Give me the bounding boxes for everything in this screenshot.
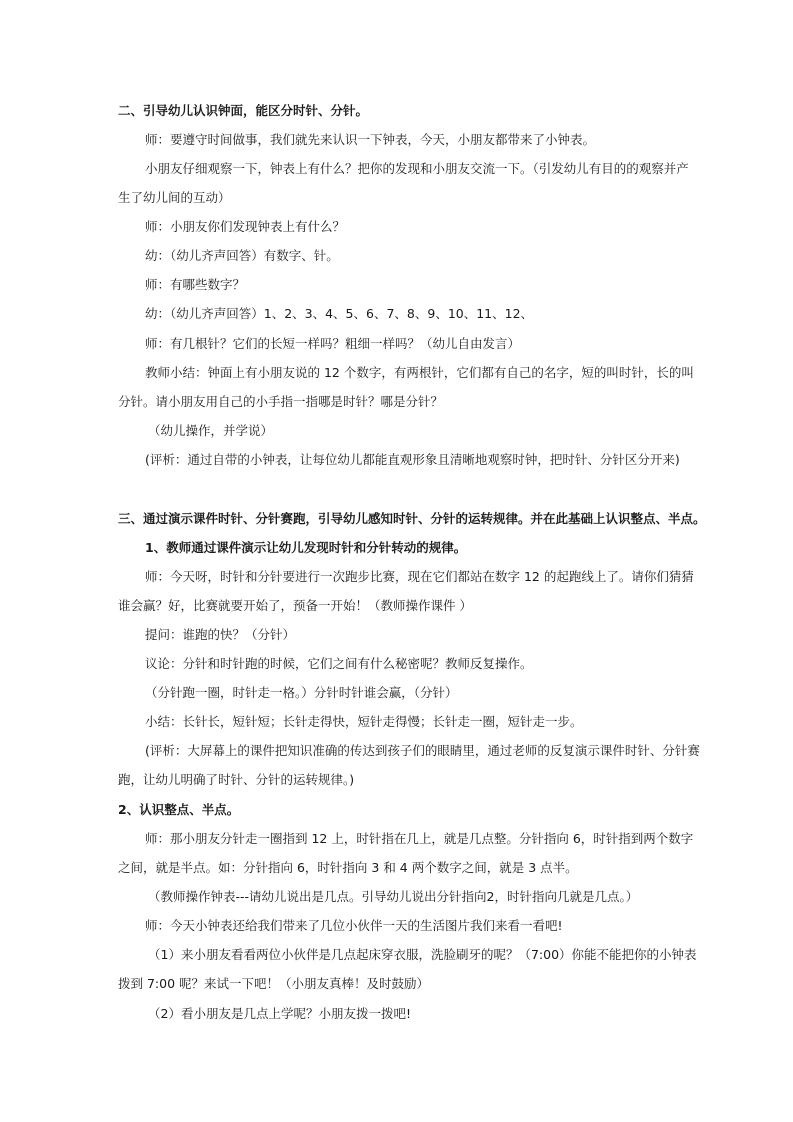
paragraph: 师：今天呀，时针和分针要进行一次跑步比赛，现在它们都站在数字 12 的起跑线上了。请你们猜猜 [145, 569, 694, 584]
paragraph: （2）看小朋友是几点上学呢？小朋友拨一拨吧! [148, 1006, 411, 1021]
paragraph: 提问：谁跑的快？（分针） [145, 627, 296, 642]
paragraph: 师：小朋友你们发现钟表上有什么？ [145, 219, 346, 234]
paragraph: 师：今天小钟表还给我们带来了几位小伙伴一天的生活图片我们来看一看吧! [145, 918, 563, 933]
paragraph: 小结：长针长，短针短；长针走得快，短针走得慢；长针走一圈，短针走一步。 [145, 714, 583, 729]
paragraph: 师：有哪些数字？ [145, 277, 246, 292]
paragraph: 之间，就是半点。如：分针指向 6，时针指向 3 和 4 两个数字之间，就是 3 点半。 [118, 860, 578, 875]
paragraph: 小朋友仔细观察一下，钟表上有什么？把你的发现和小朋友交流一下。（引发幼儿有目的的观察并产 [145, 161, 689, 176]
paragraph: （教师操作钟表---请幼儿说出是几点。引导幼儿说出分针指向2，时针指向几就是几点。） [148, 889, 639, 904]
paragraph: 议论：分针和时针跑的时候，它们之间有什么秘密呢？教师反复操作。 [145, 656, 533, 671]
paragraph: 谁会赢？好，比赛就要开始了，预备一开始！（教师操作课件 ） [118, 598, 472, 613]
commentary: (评析：通过自带的小钟表，让每位幼儿都能直观形象且清晰地观察时钟，把时针、分针区分开来) [145, 452, 680, 467]
section-heading-3: 三、通过演示课件时针、分针赛跑，引导幼儿感知时针、分针的运转规律。并在此基础上认识整点、半点。 [118, 511, 706, 526]
paragraph: 师：要遵守时间做事，我们就先来认识一下钟表，今天，小朋友都带来了小钟表。 [145, 132, 596, 147]
subsection-heading-1: 1、教师通过课件演示让幼儿发现时针和分针转动的规律。 [145, 540, 467, 555]
paragraph: （幼儿操作，并学说） [148, 423, 274, 438]
commentary: 跑，让幼儿明确了时针、分针的运转规律。) [118, 772, 355, 787]
subsection-heading-2: 2、认识整点、半点。 [118, 802, 240, 817]
paragraph: 教师小结：钟面上有小朋友说的 12 个数字，有两根针，它们都有自己的名字，短的叫时针，长的叫 [145, 365, 694, 380]
paragraph: 拨到 7:00 呢？来试一下吧！（小朋友真棒！及时鼓励） [118, 976, 430, 991]
paragraph: （1）来小朋友看看两位小伙伴是几点起床穿衣服，洗脸刷牙的呢？（7:00）你能不能把你的小钟表 [148, 947, 697, 962]
paragraph: 师：那小朋友分针走一圈指到 12 上，时针指在几上，就是几点整。分针指向 6，时针指到两个数字 [145, 831, 694, 846]
paragraph: 生了幼儿间的互动） [118, 190, 231, 205]
paragraph: 分针。请小朋友用自己的小手指一指哪是时针？哪是分针？ [118, 394, 444, 409]
section-heading-2: 二、引导幼儿认识钟面，能区分时针、分针。 [118, 103, 369, 118]
paragraph: 师：有几根针？它们的长短一样吗？粗细一样吗？（幼儿自由发言） [145, 336, 521, 351]
paragraph: 幼：（幼儿齐声回答）1、2、3、4、5、6、7、8、9、10、11、12、 [145, 306, 534, 321]
paragraph: 幼：（幼儿齐声回答）有数字、针。 [145, 248, 339, 263]
paragraph: （分针跑一圈，时针走一格。）分针时针谁会赢，（分针） [145, 685, 458, 700]
commentary: (评析：大屏幕上的课件把知识准确的传达到孩子们的眼睛里，通过老师的反复演示课件时针、分针赛 [145, 743, 700, 758]
